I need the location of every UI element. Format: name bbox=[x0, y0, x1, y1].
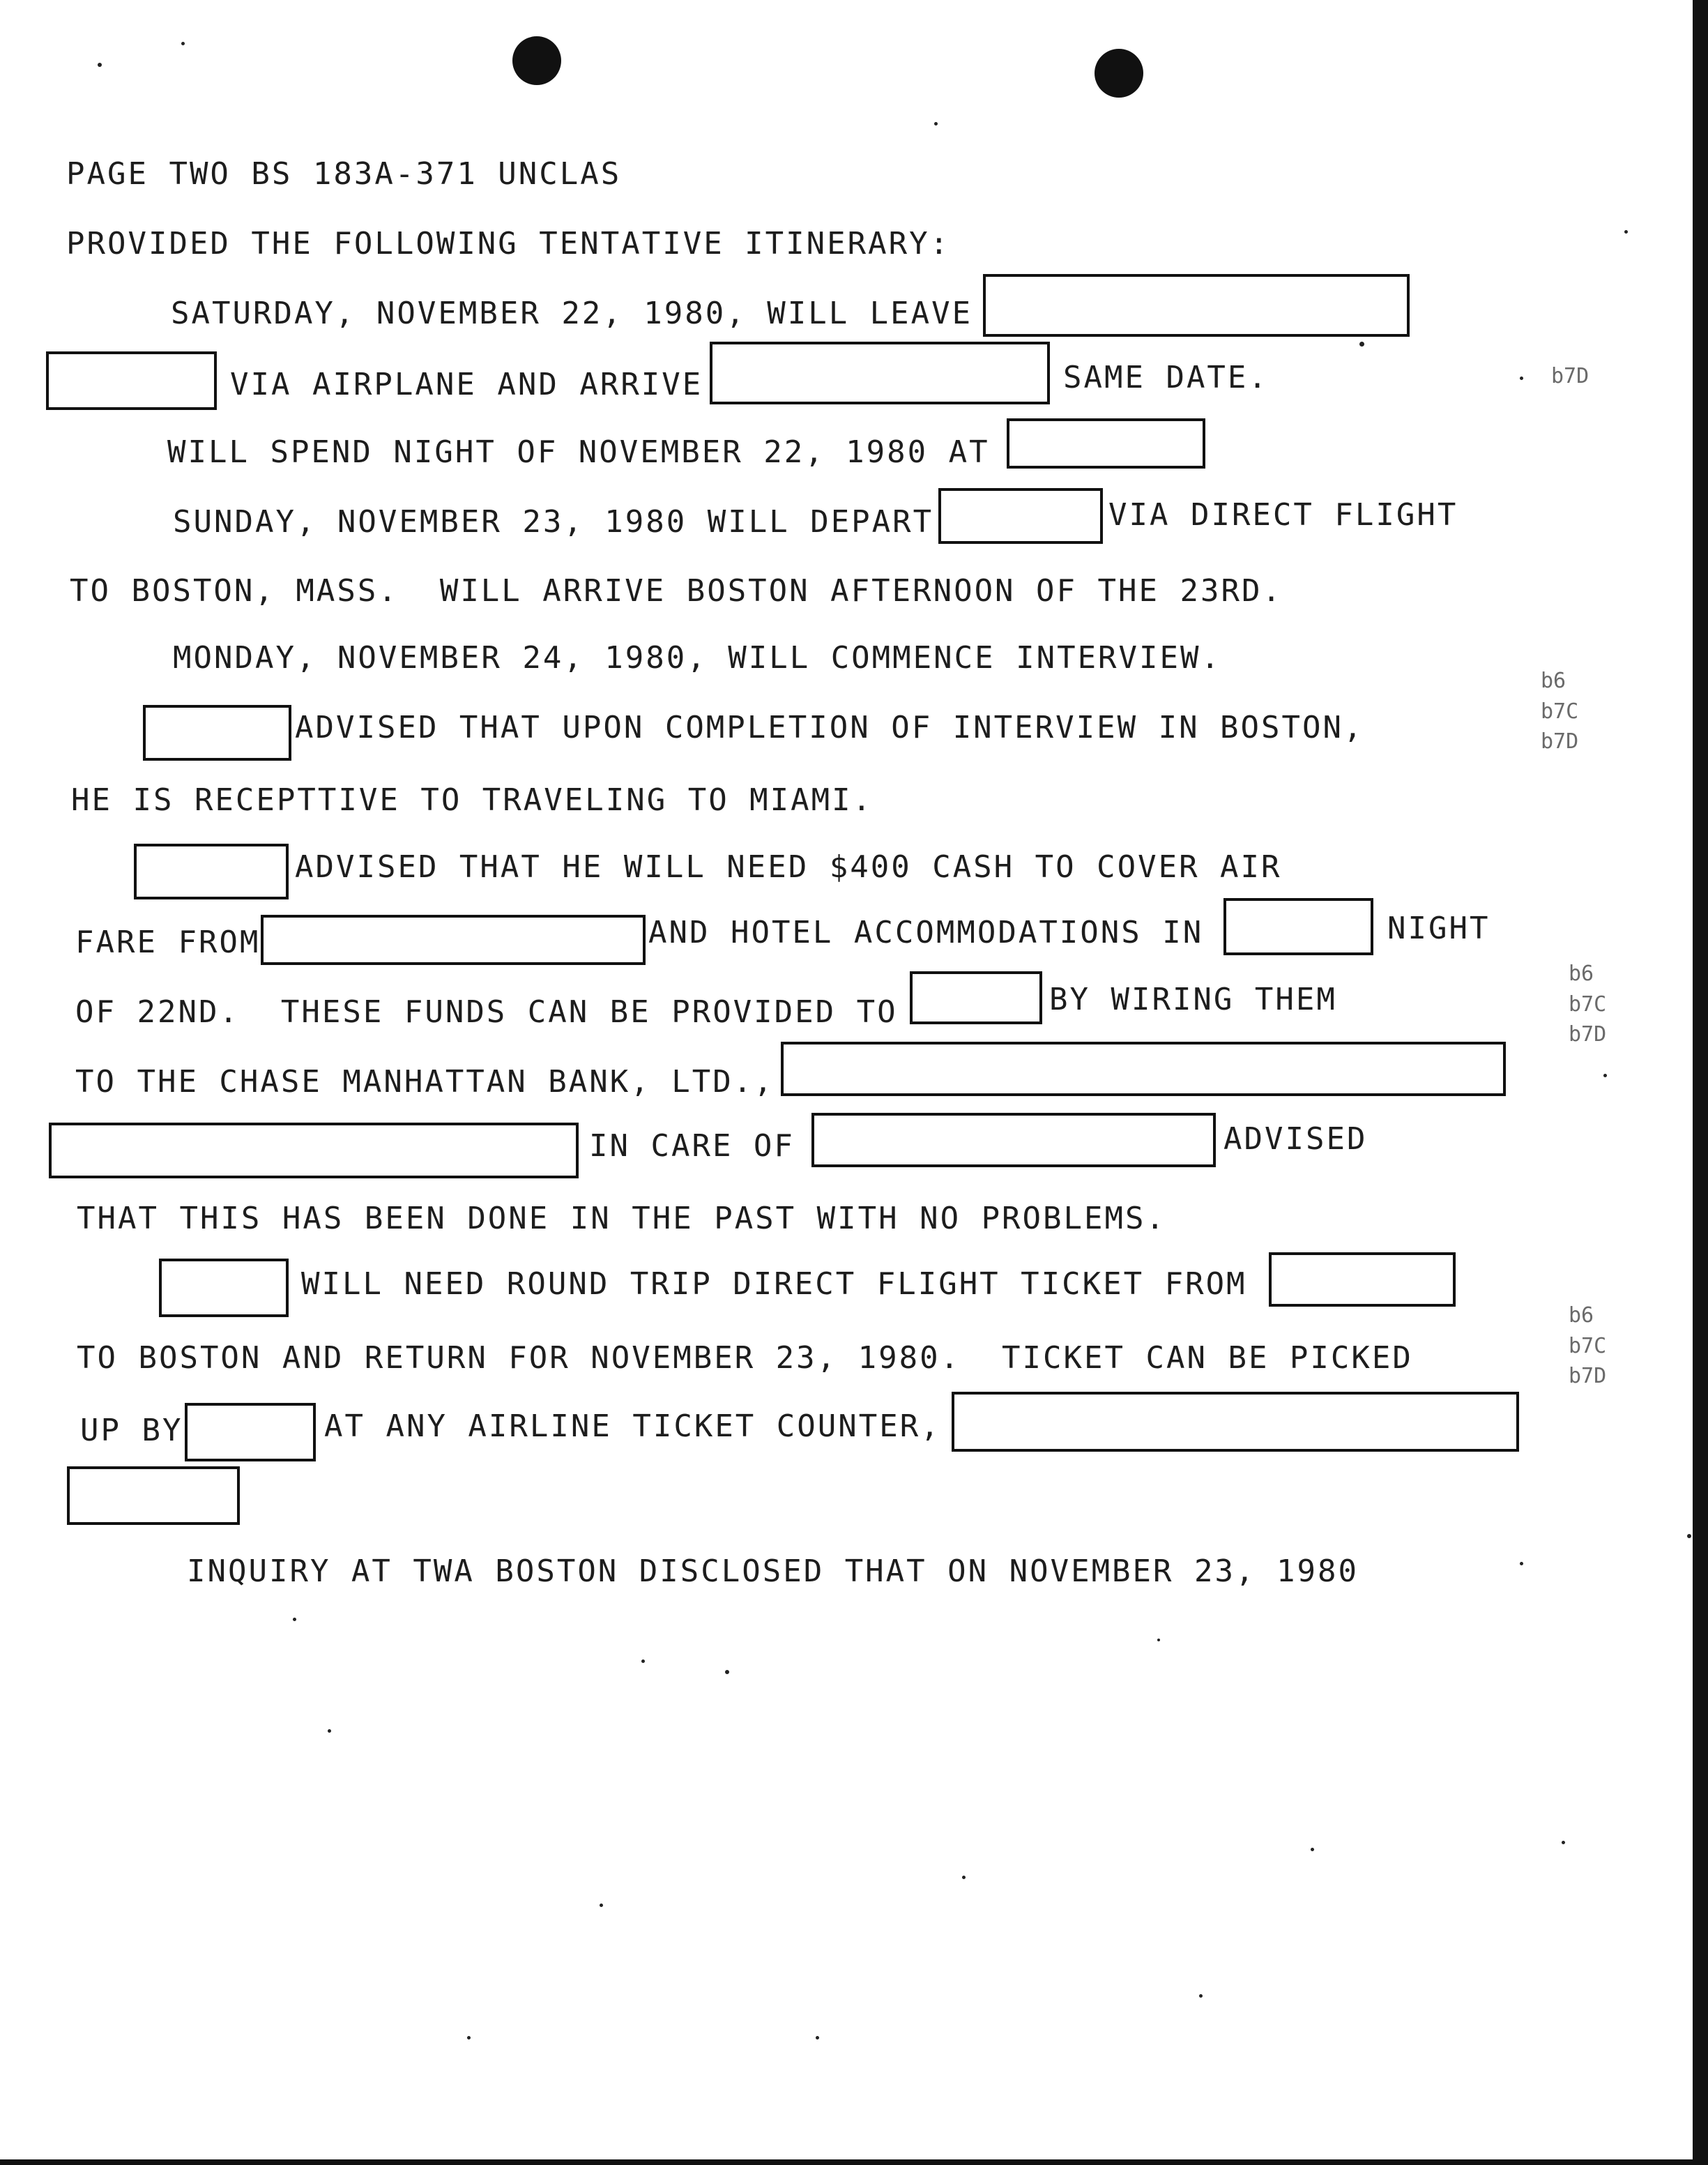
redaction-box bbox=[185, 1403, 316, 1461]
scan-speck bbox=[1624, 230, 1628, 234]
text-line: IN CARE OF bbox=[589, 1128, 795, 1164]
exemption-code: b6 b7C b7D bbox=[1569, 962, 1607, 1047]
exemption-code: b7D bbox=[1551, 364, 1589, 388]
scan-speck bbox=[641, 1659, 645, 1663]
scan-speck bbox=[1311, 1848, 1314, 1851]
text-line: TO BOSTON, MASS. WILL ARRIVE BOSTON AFTERNOON OF THE 23RD. bbox=[70, 573, 1283, 609]
scan-speck bbox=[467, 2036, 471, 2039]
exemption-code: b6 b7C b7D bbox=[1541, 669, 1579, 754]
scan-speck bbox=[181, 42, 185, 45]
scan-speck bbox=[328, 1729, 331, 1733]
text-line: PROVIDED THE FOLLOWING TENTATIVE ITINERARY: bbox=[66, 226, 951, 261]
text-line: BY WIRING THEM bbox=[1049, 982, 1337, 1017]
text-line: WILL NEED ROUND TRIP DIRECT FLIGHT TICKET FROM bbox=[301, 1266, 1247, 1302]
text-line: AT ANY AIRLINE TICKET COUNTER, bbox=[324, 1408, 941, 1444]
redaction-box bbox=[49, 1123, 579, 1178]
redaction-box bbox=[1269, 1252, 1456, 1307]
scan-speck bbox=[1199, 1994, 1203, 1998]
text-line: UP BY bbox=[80, 1413, 183, 1448]
scan-speck bbox=[1687, 1534, 1691, 1538]
text-line: INQUIRY AT TWA BOSTON DISCLOSED THAT ON NOVEMBER 23, 1980 bbox=[187, 1554, 1359, 1589]
hole-punch-right bbox=[1095, 49, 1143, 98]
text-line: MONDAY, NOVEMBER 24, 1980, WILL COMMENCE INTERVIEW. bbox=[173, 640, 1222, 676]
scan-speck bbox=[1157, 1639, 1160, 1641]
scan-edge-right bbox=[1693, 0, 1708, 2165]
scan-speck bbox=[1359, 342, 1364, 347]
text-line: AND HOTEL ACCOMMODATIONS IN bbox=[648, 915, 1204, 950]
redaction-box bbox=[159, 1259, 289, 1317]
redaction-box bbox=[781, 1042, 1506, 1096]
scan-speck bbox=[816, 2036, 819, 2039]
text-line: SAME DATE. bbox=[1063, 360, 1269, 395]
redaction-box bbox=[910, 971, 1042, 1024]
scan-speck bbox=[600, 1904, 603, 1907]
text-line: VIA AIRPLANE AND ARRIVE bbox=[230, 367, 703, 402]
redaction-box bbox=[134, 844, 289, 899]
redaction-box bbox=[1007, 418, 1205, 469]
text-line: SATURDAY, NOVEMBER 22, 1980, WILL LEAVE bbox=[171, 296, 973, 331]
scan-speck bbox=[934, 122, 938, 126]
exemption-code: b6 b7C b7D bbox=[1569, 1303, 1607, 1388]
text-line: NIGHT bbox=[1387, 911, 1490, 946]
text-line: WILL SPEND NIGHT OF NOVEMBER 22, 1980 AT bbox=[167, 434, 990, 470]
redaction-box bbox=[952, 1392, 1519, 1452]
scan-speck bbox=[98, 63, 102, 67]
scan-speck bbox=[962, 1876, 966, 1879]
text-line: SUNDAY, NOVEMBER 23, 1980 WILL DEPART bbox=[173, 504, 934, 540]
document-header: PAGE TWO BS 183A-371 UNCLAS bbox=[66, 156, 622, 192]
text-line: TO THE CHASE MANHATTAN BANK, LTD., bbox=[75, 1064, 775, 1100]
scan-speck bbox=[1603, 1074, 1607, 1077]
text-line: FARE FROM bbox=[75, 925, 261, 960]
scan-speck bbox=[293, 1618, 296, 1621]
redaction-box bbox=[1223, 898, 1373, 955]
text-line: ADVISED THAT HE WILL NEED $400 CASH TO COVER AIR bbox=[295, 849, 1282, 885]
text-line: THAT THIS HAS BEEN DONE IN THE PAST WITH NO PROBLEMS. bbox=[77, 1201, 1166, 1236]
redaction-box bbox=[261, 915, 646, 965]
redaction-box bbox=[710, 342, 1050, 404]
scan-edge-bottom bbox=[0, 2159, 1708, 2165]
text-line: VIA DIRECT FLIGHT bbox=[1108, 497, 1458, 533]
redaction-box bbox=[811, 1113, 1216, 1167]
hole-punch-left bbox=[512, 36, 561, 85]
scan-speck bbox=[1520, 1562, 1523, 1565]
redaction-box bbox=[46, 351, 217, 410]
text-line: ADVISED THAT UPON COMPLETION OF INTERVIEW IN BOSTON, bbox=[295, 710, 1364, 745]
text-line: TO BOSTON AND RETURN FOR NOVEMBER 23, 1980. TICKET CAN BE PICKED bbox=[77, 1340, 1413, 1376]
scan-speck bbox=[725, 1670, 729, 1674]
redaction-box bbox=[938, 488, 1103, 544]
scan-speck bbox=[1520, 377, 1523, 380]
redaction-box bbox=[983, 274, 1410, 337]
redaction-box bbox=[67, 1466, 240, 1525]
scan-speck bbox=[1562, 1841, 1565, 1844]
text-line: OF 22ND. THESE FUNDS CAN BE PROVIDED TO bbox=[75, 994, 898, 1030]
text-line: ADVISED bbox=[1223, 1121, 1368, 1157]
redaction-box bbox=[143, 705, 291, 761]
text-line: HE IS RECEPTTIVE TO TRAVELING TO MIAMI. bbox=[71, 782, 874, 818]
